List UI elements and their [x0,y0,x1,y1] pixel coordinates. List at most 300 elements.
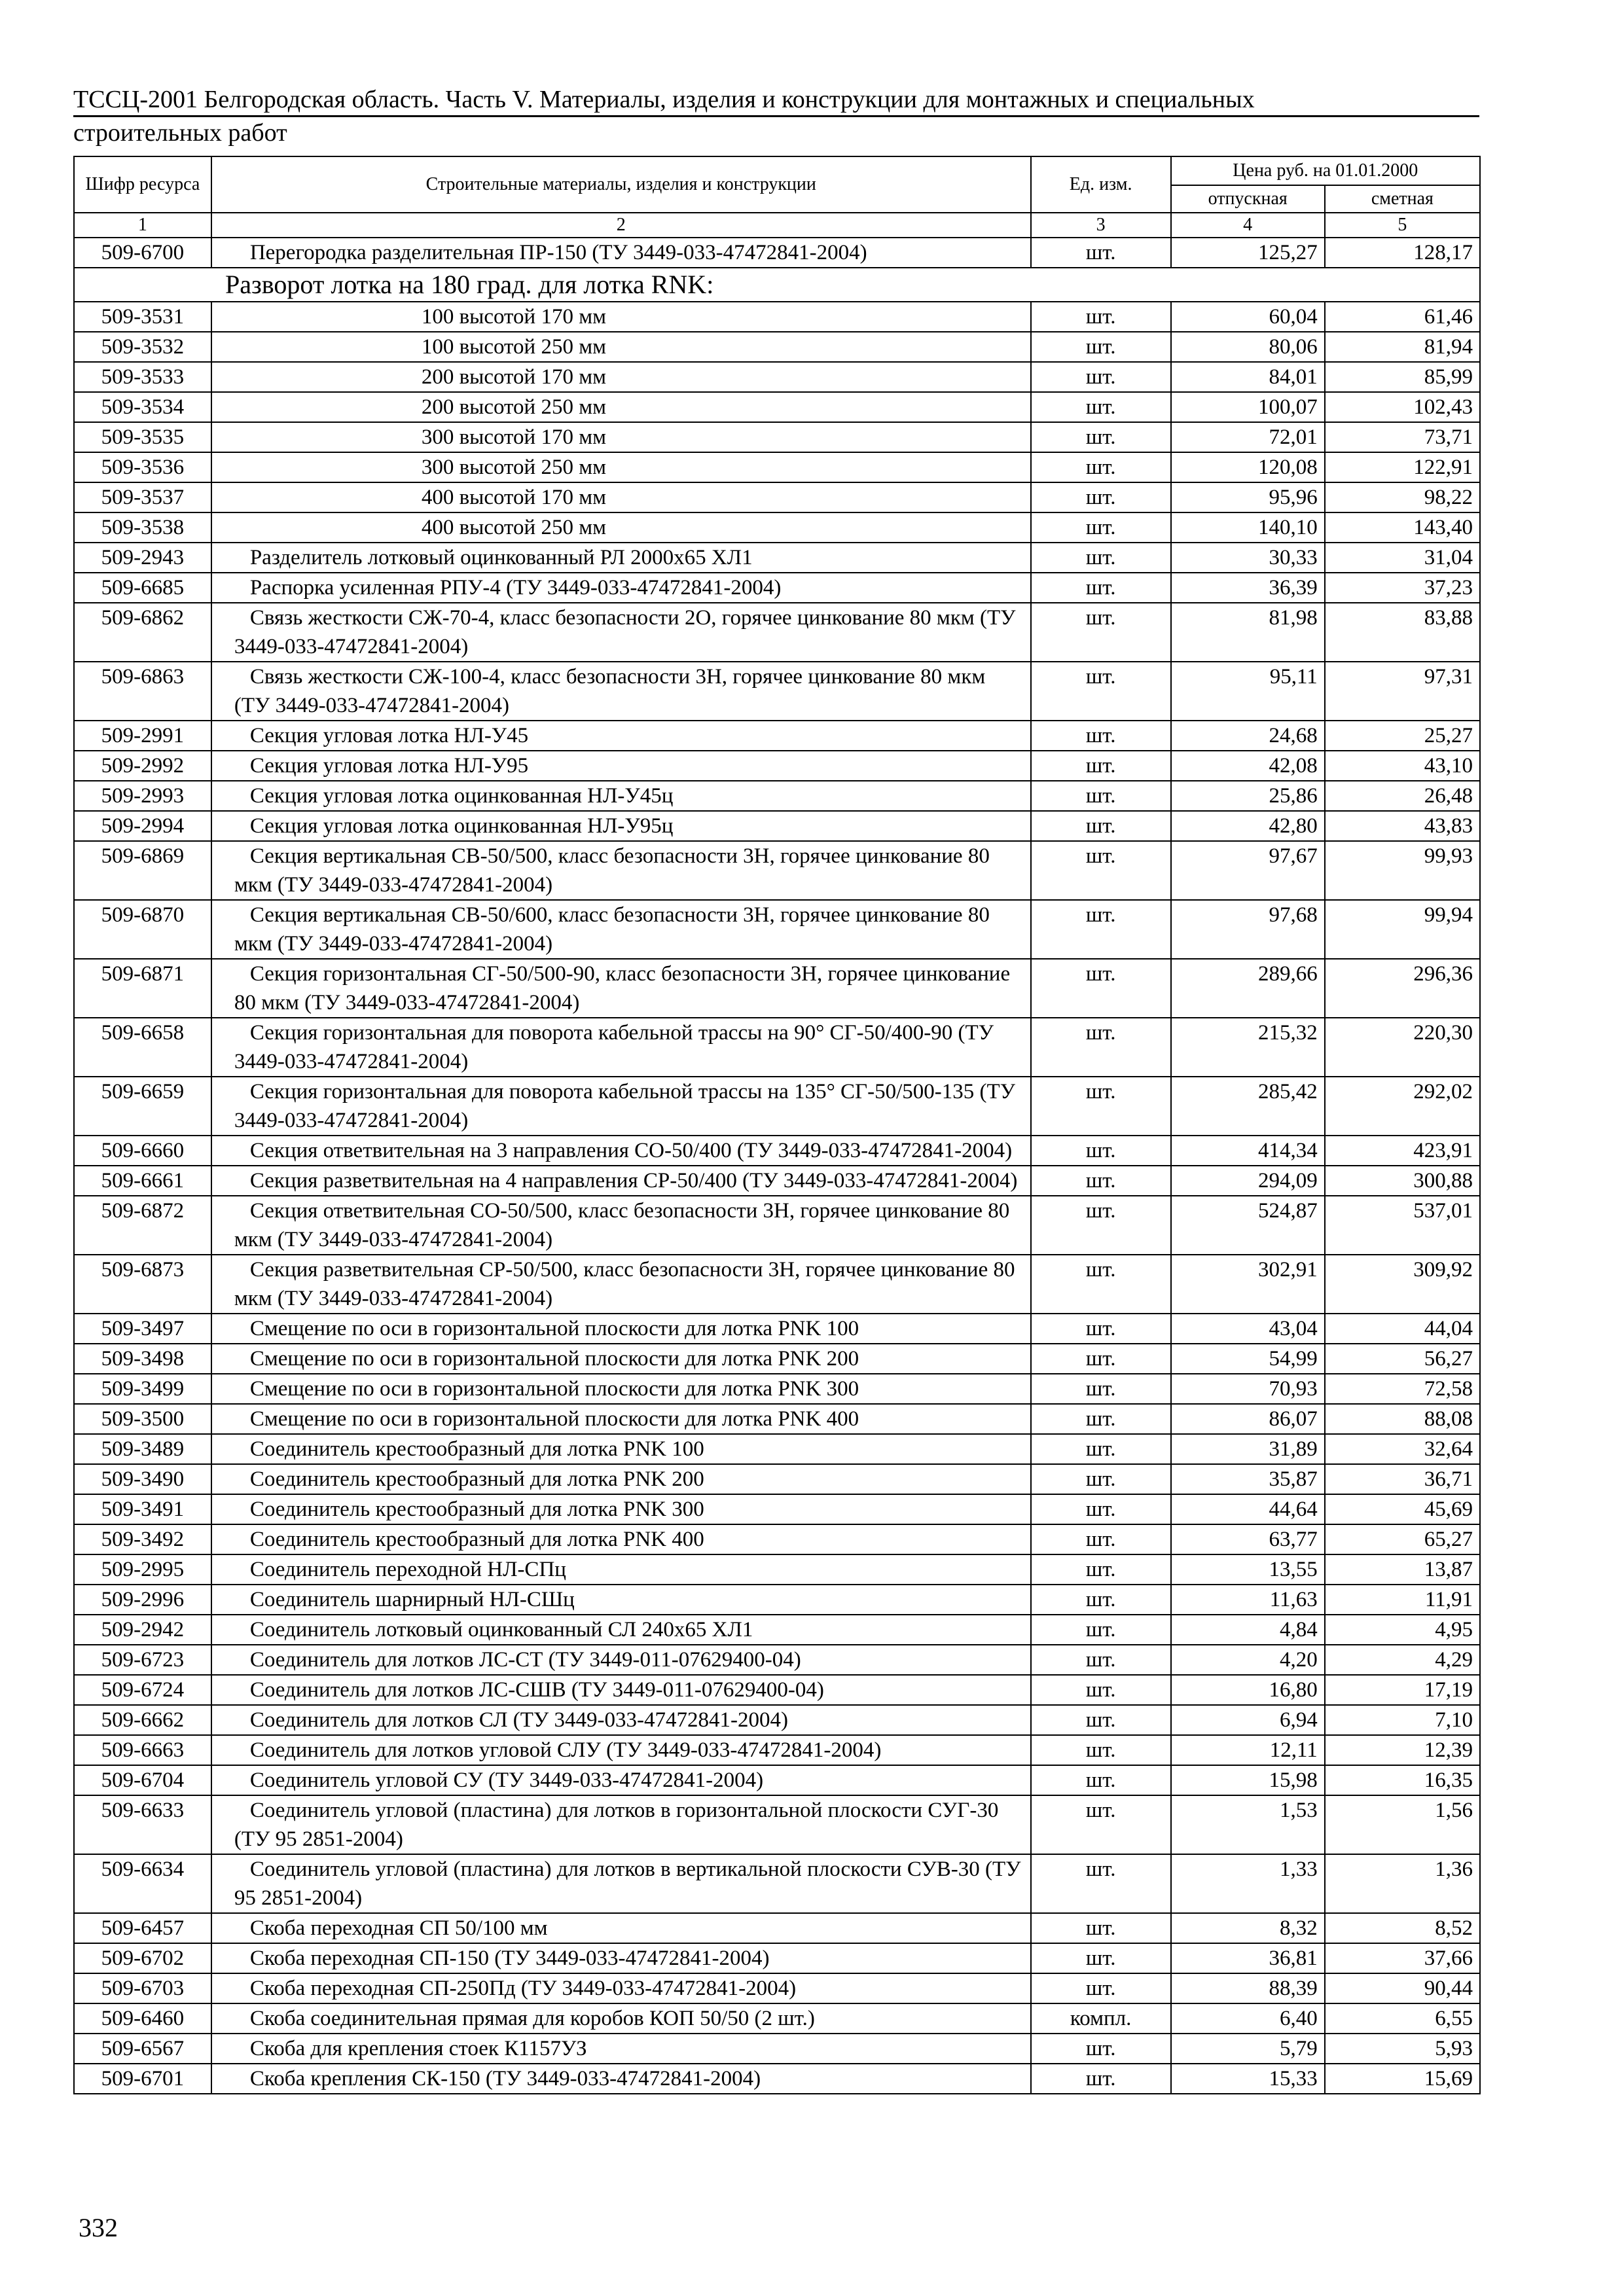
release-price-cell: 86,07 [1171,1404,1325,1434]
resource-code-cell: 509-6658 [74,1018,211,1077]
material-name-cell: Связь жесткости СЖ-70-4, класс безопасности 2О, горячее цинкование 80 мкм (ТУ 3449-033-47472841-2004) [211,603,1031,662]
unit-cell: шт. [1031,1615,1171,1645]
table-row [74,1374,1480,1404]
material-name-cell: 300 высотой 250 мм [211,452,1031,482]
resource-code-cell: 509-3535 [74,422,211,452]
material-name-cell: Скоба для крепления стоек К1157УЗ [211,2034,1031,2064]
table-row [74,332,1480,362]
material-name-cell: 300 высотой 170 мм [211,422,1031,452]
material-name-cell: Секция угловая лотка НЛ-У95 [211,751,1031,781]
unit-cell: шт. [1031,1464,1171,1494]
material-name-cell: Секция угловая лотка оцинкованная НЛ-У95ц [211,811,1031,841]
resource-code-cell: 509-3500 [74,1404,211,1434]
unit-cell: шт. [1031,781,1171,811]
material-name-cell: Скоба крепления СК-150 (ТУ 3449-033-47472841-2004) [211,2064,1031,2094]
resource-code-cell: 509-3532 [74,332,211,362]
unit-cell: шт. [1031,1374,1171,1404]
release-price-cell: 8,32 [1171,1913,1325,1943]
estimate-price-cell: 309,92 [1325,1255,1480,1314]
release-price-cell: 70,93 [1171,1374,1325,1404]
unit-cell: шт. [1031,721,1171,751]
unit-cell: шт. [1031,362,1171,392]
unit-cell: шт. [1031,1913,1171,1943]
unit-cell: шт. [1031,841,1171,900]
unit-cell: шт. [1031,1973,1171,2003]
table-row [74,1854,1480,1913]
estimate-price-cell: 88,08 [1325,1404,1480,1434]
estimate-price-cell: 44,04 [1325,1314,1480,1344]
release-price-cell: 88,39 [1171,1973,1325,2003]
estimate-price-cell: 5,93 [1325,2034,1480,2064]
unit-cell: шт. [1031,1196,1171,1255]
unit-cell: шт. [1031,238,1171,268]
table-row [74,422,1480,452]
release-price-cell: 97,67 [1171,841,1325,900]
section-row [74,268,1480,302]
estimate-price-cell: 83,88 [1325,603,1480,662]
material-name-cell: Секция разветвительная на 4 направления СР-50/400 (ТУ 3449-033-47472841-2004) [211,1166,1031,1196]
table-row [74,392,1480,422]
material-name-cell: Секция горизонтальная СГ-50/500-90, класс безопасности 3Н, горячее цинкование 80 мкм (ТУ 3449-033-47472841-2004) [211,959,1031,1018]
release-price-cell: 60,04 [1171,302,1325,332]
resource-code-cell: 509-3489 [74,1434,211,1464]
resource-code-cell: 509-6634 [74,1854,211,1913]
release-price-cell: 100,07 [1171,392,1325,422]
resource-code-cell: 509-3492 [74,1524,211,1554]
estimate-price-cell: 296,36 [1325,959,1480,1018]
table-row [74,302,1480,332]
table-row [74,1018,1480,1077]
resource-code-cell: 509-6862 [74,603,211,662]
estimate-price-cell: 11,91 [1325,1585,1480,1615]
material-name-cell: Смещение по оси в горизонтальной плоскости для лотка PNK 200 [211,1344,1031,1374]
unit-cell: шт. [1031,1136,1171,1166]
release-price-cell: 294,09 [1171,1166,1325,1196]
table-row [74,1404,1480,1434]
unit-cell: шт. [1031,1675,1171,1705]
unit-cell: шт. [1031,751,1171,781]
resource-code-cell: 509-3497 [74,1314,211,1344]
release-price-cell: 11,63 [1171,1585,1325,1615]
unit-cell: шт. [1031,1494,1171,1524]
estimate-price-cell: 300,88 [1325,1166,1480,1196]
release-price-cell: 81,98 [1171,603,1325,662]
section-heading: Разворот лотка на 180 град. для лотка RNK: [74,268,1480,302]
resource-code-cell: 509-6703 [74,1973,211,2003]
unit-cell: шт. [1031,959,1171,1018]
estimate-price-cell: 6,55 [1325,2003,1480,2034]
release-price-cell: 25,86 [1171,781,1325,811]
table-row [74,1585,1480,1615]
unit-cell: шт. [1031,1645,1171,1675]
resource-code-cell: 509-2992 [74,751,211,781]
resource-code-cell: 509-2995 [74,1554,211,1585]
material-name-cell: Разделитель лотковый оцинкованный РЛ 2000х65 ХЛ1 [211,543,1031,573]
release-price-cell: 302,91 [1171,1255,1325,1314]
estimate-price-cell: 220,30 [1325,1018,1480,1077]
resource-code-cell: 509-3490 [74,1464,211,1494]
release-price-cell: 140,10 [1171,512,1325,543]
estimate-price-cell: 56,27 [1325,1344,1480,1374]
table-row [74,603,1480,662]
page-header [73,84,1479,149]
material-name-cell: Соединитель для лотков угловой СЛУ (ТУ 3449-033-47472841-2004) [211,1735,1031,1765]
estimate-price-cell: 65,27 [1325,1524,1480,1554]
unit-cell: шт. [1031,1854,1171,1913]
table-row [74,1765,1480,1795]
unit-cell: шт. [1031,1585,1171,1615]
material-name-cell: 100 высотой 170 мм [211,302,1031,332]
unit-cell: шт. [1031,2034,1171,2064]
resource-code-cell: 509-3534 [74,392,211,422]
table-row [74,959,1480,1018]
release-price-cell: 16,80 [1171,1675,1325,1705]
unit-cell: шт. [1031,1166,1171,1196]
estimate-price-cell: 43,83 [1325,811,1480,841]
estimate-price-cell: 90,44 [1325,1973,1480,2003]
release-price-cell: 15,98 [1171,1765,1325,1795]
release-price-cell: 42,08 [1171,751,1325,781]
resource-code-cell: 509-6660 [74,1136,211,1166]
material-name-cell: Секция угловая лотка НЛ-У45 [211,721,1031,751]
estimate-price-cell: 85,99 [1325,362,1480,392]
unit-cell: шт. [1031,512,1171,543]
material-name-cell: Соединитель крестообразный для лотка PNK 100 [211,1434,1031,1464]
table-row [74,1705,1480,1735]
table-row [74,1943,1480,1973]
release-price-cell: 120,08 [1171,452,1325,482]
estimate-price-cell: 72,58 [1325,1374,1480,1404]
estimate-price-cell: 4,29 [1325,1645,1480,1675]
material-name-cell: Скоба соединительная прямая для коробов КОП 50/50 (2 шт.) [211,2003,1031,2034]
section-heading-group [74,268,1480,302]
table-row [74,841,1480,900]
material-name-cell: Соединитель крестообразный для лотка PNK 400 [211,1524,1031,1554]
table-row [74,1795,1480,1854]
table-row [74,1645,1480,1675]
resource-code-cell: 509-6662 [74,1705,211,1735]
release-price-cell: 95,11 [1171,662,1325,721]
estimate-price-cell: 43,10 [1325,751,1480,781]
material-name-cell: 400 высотой 170 мм [211,482,1031,512]
resource-code-cell: 509-6872 [74,1196,211,1255]
material-name-cell: Смещение по оси в горизонтальной плоскости для лотка PNK 400 [211,1404,1031,1434]
release-price-cell: 12,11 [1171,1735,1325,1765]
material-name-cell: Секция вертикальная СВ-50/600, класс безопасности 3Н, горячее цинкование 80 мкм (ТУ 3449-033-47472841-2004) [211,900,1031,959]
material-name-cell: Секция разветвительная СР-50/500, класс безопасности 3Н, горячее цинкование 80 мкм (ТУ 3449-033-47472841-2004) [211,1255,1031,1314]
material-name-cell: Секция горизонтальная для поворота кабельной трассы на 135° СГ-50/500-135 (ТУ 3449-033-47472841-2004) [211,1077,1031,1136]
material-name-cell: Соединитель угловой (пластина) для лотков в горизонтальной плоскости СУГ-30 (ТУ 95 2851-2004) [211,1795,1031,1854]
col-header-price-estimate: сметная [1325,185,1480,213]
resource-code-cell: 509-6863 [74,662,211,721]
release-price-cell: 13,55 [1171,1554,1325,1585]
material-name-cell: Соединитель угловой (пластина) для лотков в вертикальной плоскости СУВ-30 (ТУ 95 2851-2004) [211,1854,1031,1913]
release-price-cell: 97,68 [1171,900,1325,959]
unit-cell: шт. [1031,392,1171,422]
unit-cell: шт. [1031,1255,1171,1314]
resource-code-cell: 509-6869 [74,841,211,900]
price-table [73,156,1481,2094]
unit-cell: шт. [1031,900,1171,959]
header-line-1: ТССЦ-2001 Белгородская область. Часть V. Материалы, изделия и конструкции для монтажных и специальных [73,84,1479,117]
resource-code-cell: 509-6567 [74,2034,211,2064]
resource-code-cell: 509-6685 [74,573,211,603]
resource-code-cell: 509-6633 [74,1795,211,1854]
resource-code-cell: 509-2996 [74,1585,211,1615]
unit-cell: шт. [1031,422,1171,452]
material-name-cell: Секция ответвительная СО-50/500, класс безопасности 3Н, горячее цинкование 80 мкм (ТУ 3449-033-47472841-2004) [211,1196,1031,1255]
release-price-cell: 289,66 [1171,959,1325,1018]
material-name-cell: Связь жесткости СЖ-100-4, класс безопасности 3Н, горячее цинкование 80 мкм (ТУ 3449-033-47472841-2004) [211,662,1031,721]
table-row [74,543,1480,573]
table-row [74,1196,1480,1255]
table-row [74,2034,1480,2064]
resource-code-cell: 509-3531 [74,302,211,332]
material-name-cell: Секция вертикальная СВ-50/500, класс безопасности 3Н, горячее цинкование 80 мкм (ТУ 3449-033-47472841-2004) [211,841,1031,900]
release-price-cell: 95,96 [1171,482,1325,512]
resource-code-cell: 509-2994 [74,811,211,841]
material-name-cell: Секция ответвительная на 3 направления СО-50/400 (ТУ 3449-033-47472841-2004) [211,1136,1031,1166]
table-row [74,1675,1480,1705]
release-price-cell: 5,79 [1171,2034,1325,2064]
release-price-cell: 84,01 [1171,362,1325,392]
unit-cell: шт. [1031,811,1171,841]
resource-code-cell: 509-6460 [74,2003,211,2034]
release-price-cell: 4,84 [1171,1615,1325,1645]
unit-cell: шт. [1031,1018,1171,1077]
material-name-cell: Соединитель угловой СУ (ТУ 3449-033-47472841-2004) [211,1765,1031,1795]
resource-code-cell: 509-6702 [74,1943,211,1973]
table-body-top [74,238,1480,268]
table-row [74,1314,1480,1344]
release-price-cell: 1,33 [1171,1854,1325,1913]
estimate-price-cell: 122,91 [1325,452,1480,482]
estimate-price-cell: 1,36 [1325,1854,1480,1913]
material-name-cell: 400 высотой 250 мм [211,512,1031,543]
estimate-price-cell: 37,66 [1325,1943,1480,1973]
resource-code-cell: 509-6873 [74,1255,211,1314]
unit-cell: шт. [1031,1765,1171,1795]
resource-code-cell: 509-6700 [74,238,211,268]
material-name-cell: Соединитель переходной НЛ-СПц [211,1554,1031,1585]
table-row [74,573,1480,603]
resource-code-cell: 509-3536 [74,452,211,482]
unit-cell: шт. [1031,543,1171,573]
estimate-price-cell: 26,48 [1325,781,1480,811]
table-row [74,2003,1480,2034]
unit-cell: шт. [1031,482,1171,512]
estimate-price-cell: 4,95 [1325,1615,1480,1645]
table-row [74,1554,1480,1585]
estimate-price-cell: 97,31 [1325,662,1480,721]
resource-code-cell: 509-2993 [74,781,211,811]
table-row [74,751,1480,781]
unit-cell: шт. [1031,1795,1171,1854]
unit-cell: шт. [1031,1735,1171,1765]
table-row [74,811,1480,841]
estimate-price-cell: 37,23 [1325,573,1480,603]
resource-code-cell: 509-6457 [74,1913,211,1943]
estimate-price-cell: 31,04 [1325,543,1480,573]
material-name-cell: 100 высотой 250 мм [211,332,1031,362]
unit-cell: шт. [1031,662,1171,721]
header-line-2: строительных работ [73,119,287,147]
unit-cell: компл. [1031,2003,1171,2034]
resource-code-cell: 509-3533 [74,362,211,392]
material-name-cell: Соединитель для лотков ЛС-СТ (ТУ 3449-011-07629400-04) [211,1645,1031,1675]
resource-code-cell: 509-6704 [74,1765,211,1795]
estimate-price-cell: 292,02 [1325,1077,1480,1136]
page-number: 332 [79,2213,118,2242]
release-price-cell: 125,27 [1171,238,1325,268]
material-name-cell: Смещение по оси в горизонтальной плоскости для лотка PNK 100 [211,1314,1031,1344]
table-row [74,452,1480,482]
estimate-price-cell: 61,46 [1325,302,1480,332]
col-number: 3 [1031,213,1171,238]
release-price-cell: 35,87 [1171,1464,1325,1494]
col-header-unit: Ед. изм. [1031,156,1171,213]
release-price-cell: 30,33 [1171,543,1325,573]
col-number: 1 [74,213,211,238]
estimate-price-cell: 423,91 [1325,1136,1480,1166]
table-row [74,1255,1480,1314]
unit-cell: шт. [1031,573,1171,603]
unit-cell: шт. [1031,1314,1171,1344]
resource-code-cell: 509-6723 [74,1645,211,1675]
table-row [74,512,1480,543]
release-price-cell: 54,99 [1171,1344,1325,1374]
col-number: 2 [211,213,1031,238]
table-row [74,721,1480,751]
estimate-price-cell: 99,93 [1325,841,1480,900]
estimate-price-cell: 32,64 [1325,1434,1480,1464]
table-row [74,238,1480,268]
estimate-price-cell: 73,71 [1325,422,1480,452]
release-price-cell: 15,33 [1171,2064,1325,2094]
table-row [74,900,1480,959]
resource-code-cell: 509-3499 [74,1374,211,1404]
unit-cell: шт. [1031,1524,1171,1554]
estimate-price-cell: 15,69 [1325,2064,1480,2094]
col-header-code: Шифр ресурса [74,156,211,213]
estimate-price-cell: 81,94 [1325,332,1480,362]
estimate-price-cell: 98,22 [1325,482,1480,512]
unit-cell: шт. [1031,332,1171,362]
release-price-cell: 63,77 [1171,1524,1325,1554]
release-price-cell: 43,04 [1171,1314,1325,1344]
estimate-price-cell: 16,35 [1325,1765,1480,1795]
col-number: 5 [1325,213,1480,238]
material-name-cell: Смещение по оси в горизонтальной плоскости для лотка PNK 300 [211,1374,1031,1404]
unit-cell: шт. [1031,1077,1171,1136]
unit-cell: шт. [1031,1344,1171,1374]
table-row [74,662,1480,721]
table-row [74,781,1480,811]
release-price-cell: 4,20 [1171,1645,1325,1675]
col-header-price-release: отпускная [1171,185,1325,213]
resource-code-cell: 509-3537 [74,482,211,512]
table-row [74,1077,1480,1136]
release-price-cell: 31,89 [1171,1434,1325,1464]
material-name-cell: Распорка усиленная РПУ-4 (ТУ 3449-033-47472841-2004) [211,573,1031,603]
col-header-price-group: Цена руб. на 01.01.2000 [1171,156,1480,185]
release-price-cell: 80,06 [1171,332,1325,362]
table-row [74,1166,1480,1196]
table-row [74,1524,1480,1554]
resource-code-cell: 509-2942 [74,1615,211,1645]
unit-cell: шт. [1031,1404,1171,1434]
release-price-cell: 1,53 [1171,1795,1325,1854]
unit-cell: шт. [1031,452,1171,482]
release-price-cell: 72,01 [1171,422,1325,452]
resource-code-cell: 509-6659 [74,1077,211,1136]
unit-cell: шт. [1031,1943,1171,1973]
material-name-cell: Секция угловая лотка оцинкованная НЛ-У45ц [211,781,1031,811]
resource-code-cell: 509-6701 [74,2064,211,2094]
table-row [74,1344,1480,1374]
resource-code-cell: 509-6871 [74,959,211,1018]
material-name-cell: Соединитель крестообразный для лотка PNK 200 [211,1464,1031,1494]
unit-cell: шт. [1031,1434,1171,1464]
estimate-price-cell: 143,40 [1325,512,1480,543]
estimate-price-cell: 12,39 [1325,1735,1480,1765]
estimate-price-cell: 13,87 [1325,1554,1480,1585]
material-name-cell: Соединитель для лотков СЛ (ТУ 3449-033-47472841-2004) [211,1705,1031,1735]
table-row [74,1913,1480,1943]
unit-cell: шт. [1031,1705,1171,1735]
table-row [74,1615,1480,1645]
resource-code-cell: 509-2991 [74,721,211,751]
col-number: 4 [1171,213,1325,238]
table-row [74,1973,1480,2003]
estimate-price-cell: 45,69 [1325,1494,1480,1524]
resource-code-cell: 509-3491 [74,1494,211,1524]
estimate-price-cell: 537,01 [1325,1196,1480,1255]
material-name-cell: Секция горизонтальная для поворота кабельной трассы на 90° СГ-50/400-90 (ТУ 3449-033-47472841-2004) [211,1018,1031,1077]
material-name-cell: Соединитель лотковый оцинкованный СЛ 240х65 ХЛ1 [211,1615,1031,1645]
release-price-cell: 6,40 [1171,2003,1325,2034]
material-name-cell: Скоба переходная СП-150 (ТУ 3449-033-47472841-2004) [211,1943,1031,1973]
estimate-price-cell: 36,71 [1325,1464,1480,1494]
release-price-cell: 524,87 [1171,1196,1325,1255]
material-name-cell: 200 высотой 250 мм [211,392,1031,422]
release-price-cell: 414,34 [1171,1136,1325,1166]
release-price-cell: 42,80 [1171,811,1325,841]
table-row [74,2064,1480,2094]
table-row [74,1735,1480,1765]
release-price-cell: 285,42 [1171,1077,1325,1136]
material-name-cell: Перегородка разделительная ПР-150 (ТУ 3449-033-47472841-2004) [211,238,1031,268]
table-body-sub [74,302,1480,543]
estimate-price-cell: 1,56 [1325,1795,1480,1854]
estimate-price-cell: 102,43 [1325,392,1480,422]
table-row [74,482,1480,512]
material-name-cell: Скоба переходная СП-250Пд (ТУ 3449-033-47472841-2004) [211,1973,1031,2003]
table-row [74,1464,1480,1494]
material-name-cell: Скоба переходная СП 50/100 мм [211,1913,1031,1943]
table-row [74,1434,1480,1464]
release-price-cell: 6,94 [1171,1705,1325,1735]
material-name-cell: 200 высотой 170 мм [211,362,1031,392]
col-header-name: Строительные материалы, изделия и конструкции [211,156,1031,213]
table-row [74,1494,1480,1524]
unit-cell: шт. [1031,302,1171,332]
table-row [74,1136,1480,1166]
estimate-price-cell: 25,27 [1325,721,1480,751]
table-body-main [74,543,1480,2094]
resource-code-cell: 509-3538 [74,512,211,543]
resource-code-cell: 509-6661 [74,1166,211,1196]
